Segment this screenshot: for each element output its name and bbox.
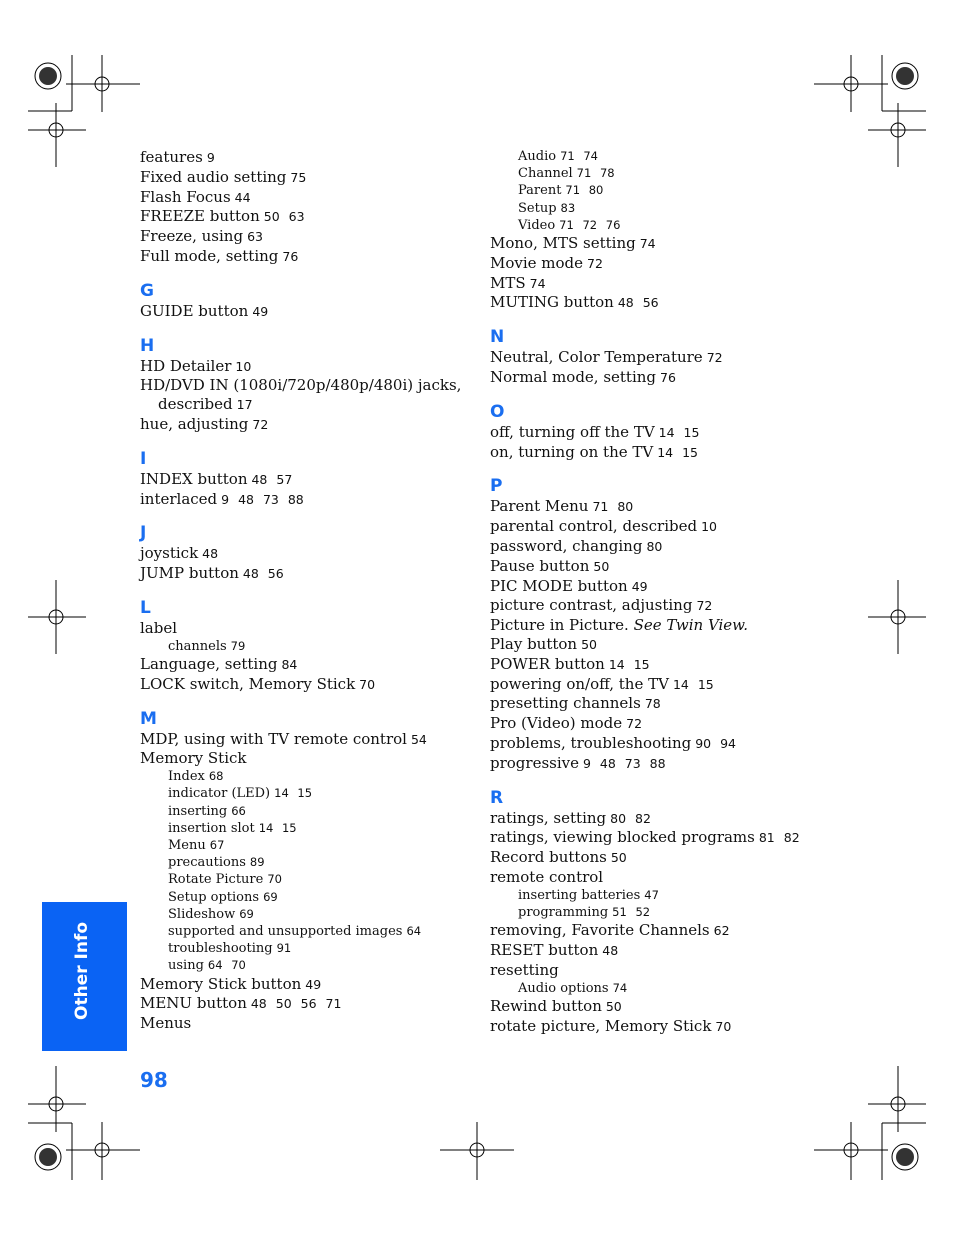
page-refs: 76 [660, 370, 676, 385]
index-entry: Memory Stick [140, 749, 247, 768]
section-letter-i: I [140, 448, 147, 469]
index-entry: Parent Menu 71 80 [490, 497, 634, 516]
index-subentry: supported and unsupported images 64 [168, 923, 422, 939]
index-subentry: insertion slot 14 15 [168, 820, 297, 836]
index-entry: Rewind button 50 [490, 996, 622, 1015]
index-entry: HD/DVD IN (1080i/720p/480p/480i) jacks, described 17 [140, 376, 462, 414]
page-refs: 71 78 [576, 166, 615, 181]
page-refs: 14 15 [672, 676, 714, 692]
page-refs: 91 [276, 941, 292, 956]
index-entry: Normal mode, setting 76 [490, 368, 676, 386]
index-subentry: Menu 67 [168, 837, 225, 853]
index-entry: presetting channels 78 [490, 694, 661, 713]
page-refs: 14 15 [608, 656, 650, 672]
index-subentry: Video 71 72 76 [518, 217, 621, 233]
index-entry: ratings, setting 80 82 [490, 808, 651, 827]
page-refs: 51 52 [612, 904, 651, 919]
index-entry: problems, troubleshooting 90 94 [490, 733, 737, 752]
section-tab [42, 902, 127, 1051]
index-entry: password, changing 80 [490, 536, 663, 555]
page-refs: 70 [359, 676, 376, 692]
index-entry: FREEZE button 50 63 [140, 207, 305, 226]
section-letter-l: L [140, 597, 151, 618]
index-entry: MUTING button 48 56 [490, 293, 659, 312]
page-refs: 66 [231, 803, 246, 818]
index-entry: MENU button 48 50 56 71 [140, 994, 342, 1013]
index-entry: Full mode, setting 76 [140, 246, 299, 265]
index-entry: POWER button 14 15 [490, 654, 650, 673]
page-refs: 48 [202, 546, 219, 562]
page-refs: 90 94 [695, 735, 737, 751]
page-refs: 80 82 [610, 810, 651, 826]
page-number: 98 [140, 1068, 168, 1092]
index-entry: off, turning off the TV 14 15 [490, 422, 700, 441]
section-letter-n: N [490, 327, 505, 348]
index-entry: Play button 50 [490, 634, 597, 653]
index-entry: PIC MODE button 49 [490, 576, 648, 595]
index-entry: interlaced 9 48 73 88 [140, 489, 304, 508]
index-subentry: using 64 70 [168, 958, 246, 974]
page-refs: 50 [593, 558, 610, 574]
index-subentry: Setup options 69 [168, 889, 278, 905]
page-refs: 64 [406, 923, 422, 938]
page-refs: 48 57 [251, 471, 293, 487]
page-refs: 72 [587, 255, 603, 271]
page-refs: 70 [267, 872, 282, 887]
index-entry: Fixed audio setting 75 [140, 167, 307, 186]
index-entry: ratings, viewing blocked programs 81 82 [490, 828, 800, 847]
index-subentry: precautions 89 [168, 855, 265, 871]
index-entry: picture contrast, adjusting 72 [490, 596, 713, 615]
page-refs: 14 15 [657, 444, 699, 460]
index-entry: MTS 74 [490, 273, 546, 292]
page-refs: 76 [282, 248, 299, 264]
page-refs: 72 [626, 716, 643, 732]
index-entry: Freeze, using 63 [140, 227, 263, 246]
section-letter-h: H [140, 335, 155, 356]
index-entry: powering on/off, the TV 14 15 [490, 674, 714, 693]
index-subentry: troubleshooting 91 [168, 941, 292, 957]
page-refs: 69 [239, 906, 254, 921]
index-entry: parental control, described 10 [490, 517, 717, 536]
index-entry: removing, Favorite Channels 62 [490, 921, 730, 940]
index-column-right [490, 148, 820, 1036]
page-refs: 72 [696, 598, 713, 614]
page-refs: 44 [234, 189, 251, 205]
page-refs: 71 72 76 [559, 217, 621, 232]
page-refs: 64 70 [207, 958, 246, 973]
page-refs: 47 [644, 887, 659, 902]
index-entry: Mono, MTS setting 74 [490, 234, 656, 253]
page-refs: 9 48 73 88 [583, 755, 666, 771]
page-refs: 62 [713, 923, 730, 939]
page-refs: 89 [249, 855, 265, 870]
page-refs: 75 [290, 169, 307, 185]
index-entry: LOCK switch, Memory Stick 70 [140, 674, 376, 693]
index-subentry: Channel 71 78 [518, 166, 615, 182]
page-refs: 10 [235, 358, 252, 374]
section-letter-o: O [490, 401, 505, 422]
index-entry: hue, adjusting 72 [140, 414, 269, 433]
index-subentry: channels 79 [168, 638, 246, 654]
page-refs: 50 [605, 998, 622, 1014]
index-entry: Neutral, Color Temperature 72 [490, 348, 723, 367]
index-entry: Picture in Picture. See Twin View. [490, 616, 749, 635]
index-subentry: Rotate Picture 70 [168, 872, 282, 888]
index-entry: Movie mode 72 [490, 253, 603, 272]
section-tab-label: Other Info [72, 921, 92, 1020]
index-subentry: Slideshow 69 [168, 906, 254, 922]
page-refs: 50 [581, 636, 597, 652]
index-entry: GUIDE button 49 [140, 301, 269, 320]
page-refs: 63 [247, 229, 263, 245]
page-refs: 80 [646, 538, 663, 554]
index-subentry: Index 68 [168, 769, 224, 785]
page-refs: 79 [230, 638, 246, 653]
index-entry: Memory Stick button 49 [140, 974, 322, 993]
page-refs: 48 56 [617, 295, 659, 311]
page-refs: 49 [631, 578, 648, 594]
index-entry: INDEX button 48 57 [140, 469, 293, 488]
page-refs: 81 82 [758, 830, 800, 846]
index-entry: MDP, using with TV remote control 54 [140, 729, 427, 748]
index-entry: Pro (Video) mode 72 [490, 714, 643, 733]
index-entry: progressive 9 48 73 88 [490, 753, 666, 772]
page-refs: 10 [701, 519, 717, 535]
index-entry: Language, setting 84 [140, 654, 298, 673]
index-entry: on, turning on the TV 14 15 [490, 442, 699, 461]
page-refs: 83 [560, 200, 576, 215]
page-refs: 72 [252, 416, 269, 432]
page-refs: 48 50 56 71 [250, 996, 342, 1012]
section-letter-p: P [490, 476, 503, 497]
index-subentry: inserting batteries 47 [518, 887, 659, 903]
index-subentry: Parent 71 80 [518, 183, 604, 199]
index-column-left [140, 148, 480, 1033]
page-refs: 78 [644, 696, 661, 712]
index-entry: joystick 48 [140, 544, 219, 563]
index-entry: label [140, 618, 178, 637]
index-subentry: Setup 83 [518, 200, 576, 216]
page-refs: 74 [529, 275, 546, 291]
section-letter-m: M [140, 708, 157, 729]
index-entry: Pause button 50 [490, 556, 610, 575]
section-letter-g: G [140, 280, 154, 301]
index-entry: Record buttons 50 [490, 848, 627, 867]
section-letter-j: J [140, 523, 147, 544]
index-subentry: programming 51 52 [518, 904, 651, 920]
page-refs: 69 [263, 889, 278, 904]
index-subentry: indicator (LED) 14 15 [168, 786, 313, 802]
page-refs: 70 [715, 1018, 732, 1034]
page-refs: 14 15 [274, 786, 313, 801]
index-entry: remote control [490, 867, 604, 886]
page-refs: 50 [610, 850, 627, 866]
index-subentry: Audio 71 74 [518, 149, 599, 164]
page-refs: 71 80 [592, 499, 634, 515]
index-entry: Flash Focus 44 [140, 187, 251, 206]
index-subentry: Audio options 74 [518, 980, 628, 996]
section-letter-r: R [490, 787, 504, 808]
page-refs: 49 [252, 303, 269, 319]
page-refs: 9 [206, 150, 215, 165]
page-refs: 74 [639, 236, 656, 252]
page-refs: 9 48 73 88 [221, 491, 304, 507]
index-entry: features 9 [140, 148, 215, 166]
index-entry: Menus [140, 1014, 192, 1033]
index-entry: JUMP button 48 56 [140, 564, 284, 583]
page-refs: 49 [305, 976, 322, 992]
page-refs: 14 15 [658, 424, 700, 440]
page-refs: 50 63 [263, 209, 305, 225]
index-entry: resetting [490, 960, 559, 979]
page-refs: 48 56 [242, 566, 284, 582]
index-entry: RESET button 48 [490, 940, 619, 959]
page-refs: 68 [208, 769, 224, 784]
page-refs: 84 [281, 656, 298, 672]
index-entry: HD Detailer 10 [140, 356, 252, 375]
index-subentry: inserting 66 [168, 803, 246, 819]
page-refs: 67 [209, 837, 225, 852]
index-entry: rotate picture, Memory Stick 70 [490, 1016, 732, 1035]
page-refs: 72 [706, 350, 723, 366]
page-refs: 71 74 [560, 149, 599, 163]
page-refs: 71 80 [565, 183, 604, 198]
page-refs: 14 15 [258, 820, 297, 835]
page-refs: 74 [612, 980, 628, 995]
page-refs: 48 [602, 942, 619, 958]
